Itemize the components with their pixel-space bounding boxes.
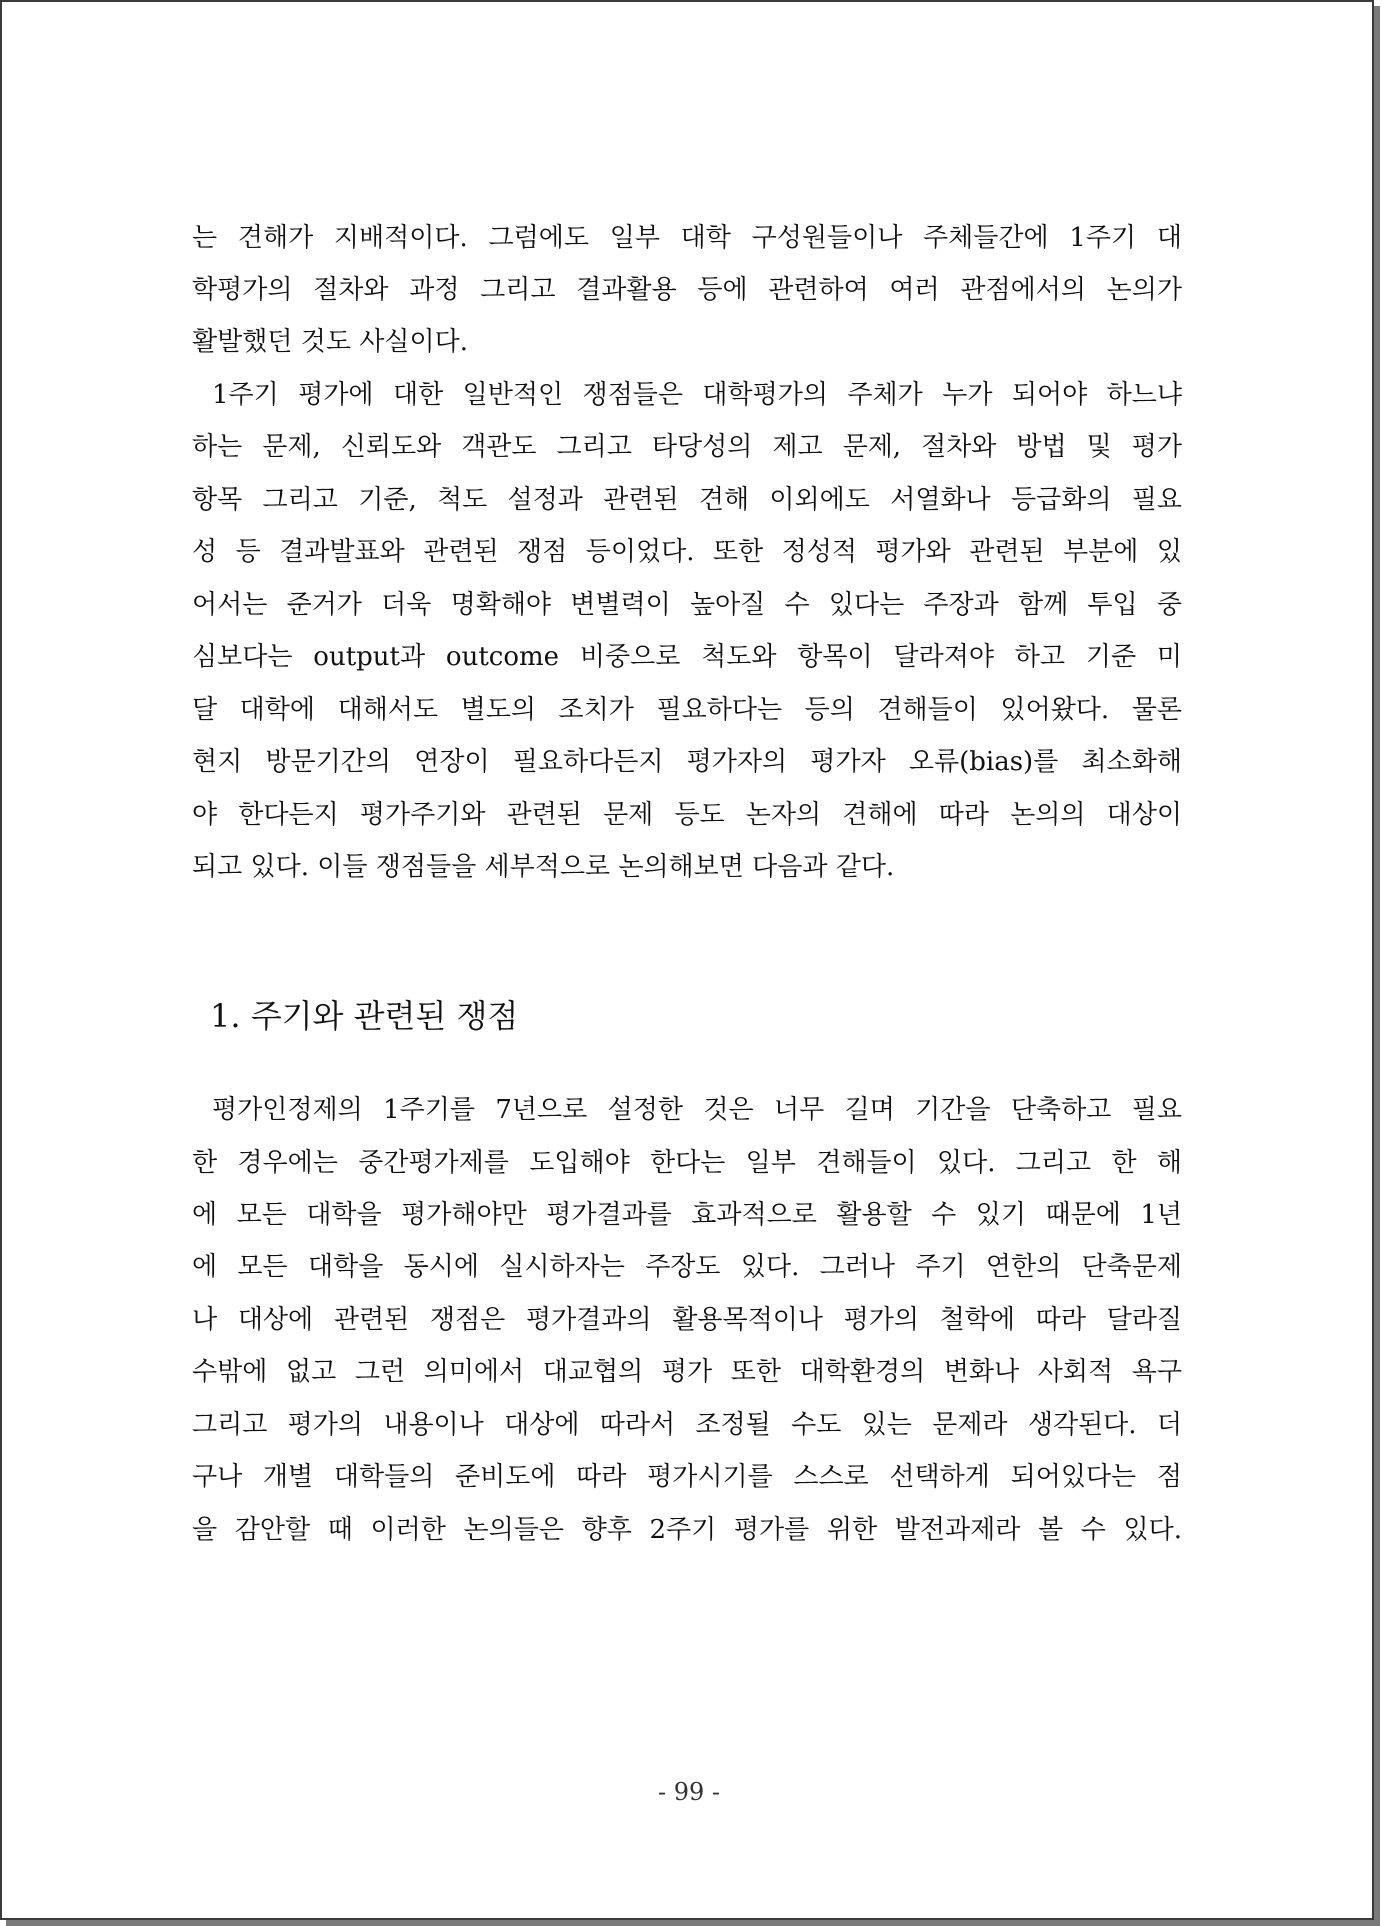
- paragraph-1-line-3: 활발했던 것도 사실이다.: [192, 327, 468, 357]
- paragraph-2-line-10: 되고 있다. 이들 쟁점들을 세부적으로 논의해보면 다음과 같다.: [192, 852, 895, 882]
- paragraph-3-line-1: 평가인정제의 1주기를 7년으로 설정한 것은 너무 길며 기간을 단축하고 필요: [212, 1095, 1182, 1125]
- paragraph-2-line-7: 달 대학에 대해서도 별도의 조치가 필요하다는 등의 견해들이 있어왔다. 물론: [192, 695, 1182, 725]
- paragraph-3-line-7: 그리고 평가의 내용이나 대상에 따라서 조정될 수도 있는 문제라 생각된다. 더: [192, 1410, 1182, 1440]
- section-heading: 1. 주기와 관련된 쟁점: [210, 997, 519, 1035]
- paragraph-2-line-1: 1주기 평가에 대한 일반적인 쟁점들은 대학평가의 주체가 누가 되어야 하느냐: [212, 380, 1182, 410]
- paragraph-2-line-5: 어서는 준거가 더욱 명확해야 변별력이 높아질 수 있다는 주장과 함께 투입 중: [192, 590, 1182, 620]
- paragraph-2-line-9: 야 한다든지 평가주기와 관련된 문제 등도 논자의 견해에 따라 논의의 대상이: [192, 800, 1182, 830]
- page-number: - 99 -: [657, 1778, 720, 1806]
- paragraph-3-line-9: 을 감안할 때 이러한 논의들은 향후 2주기 평가를 위한 발전과제라 볼 수 있다.: [192, 1515, 1182, 1545]
- paragraph-2-line-3: 항목 그리고 기준, 척도 설정과 관련된 견해 이외에도 서열화나 등급화의 필요: [192, 485, 1182, 515]
- paragraph-3-line-2: 한 경우에는 중간평가제를 도입해야 한다는 일부 견해들이 있다. 그리고 한 해: [192, 1148, 1182, 1178]
- page-shadow-bottom: [6, 1920, 1380, 1926]
- paragraph-3-line-5: 나 대상에 관련된 쟁점은 평가결과의 활용목적이나 평가의 철학에 따라 달라질: [192, 1305, 1182, 1335]
- page-shadow-right: [1374, 6, 1380, 1926]
- paragraph-2-line-8: 현지 방문기간의 연장이 필요하다든지 평가자의 평가자 오류(bias)를 최소화해: [192, 747, 1182, 777]
- paragraph-1-line-1: 는 견해가 지배적이다. 그럼에도 일부 대학 구성원들이나 주체들간에 1주기 대: [192, 223, 1182, 253]
- paragraph-2-line-4: 성 등 결과발표와 관련된 쟁점 등이었다. 또한 정성적 평가와 관련된 부분에 있: [192, 537, 1182, 567]
- paragraph-3-line-4: 에 모든 대학을 동시에 실시하자는 주장도 있다. 그러나 주기 연한의 단축문제: [192, 1252, 1182, 1282]
- paragraph-3-line-8: 구나 개별 대학들의 준비도에 따라 평가시기를 스스로 선택하게 되어있다는 점: [192, 1462, 1182, 1492]
- paragraph-2-line-2: 하는 문제, 신뢰도와 객관도 그리고 타당성의 제고 문제, 절차와 방법 및 평가: [192, 432, 1182, 462]
- paragraph-3-line-3: 에 모든 대학을 평가해야만 평가결과를 효과적으로 활용할 수 있기 때문에 1년: [192, 1200, 1182, 1230]
- paragraph-1-line-2: 학평가의 절차와 과정 그리고 결과활용 등에 관련하여 여러 관점에서의 논의가: [192, 275, 1182, 305]
- paragraph-3-line-6: 수밖에 없고 그런 의미에서 대교협의 평가 또한 대학환경의 변화나 사회적 욕구: [192, 1357, 1183, 1387]
- paragraph-2-line-6: 심보다는 output과 outcome 비중으로 척도와 항목이 달라져야 하고 기준 미: [192, 642, 1182, 672]
